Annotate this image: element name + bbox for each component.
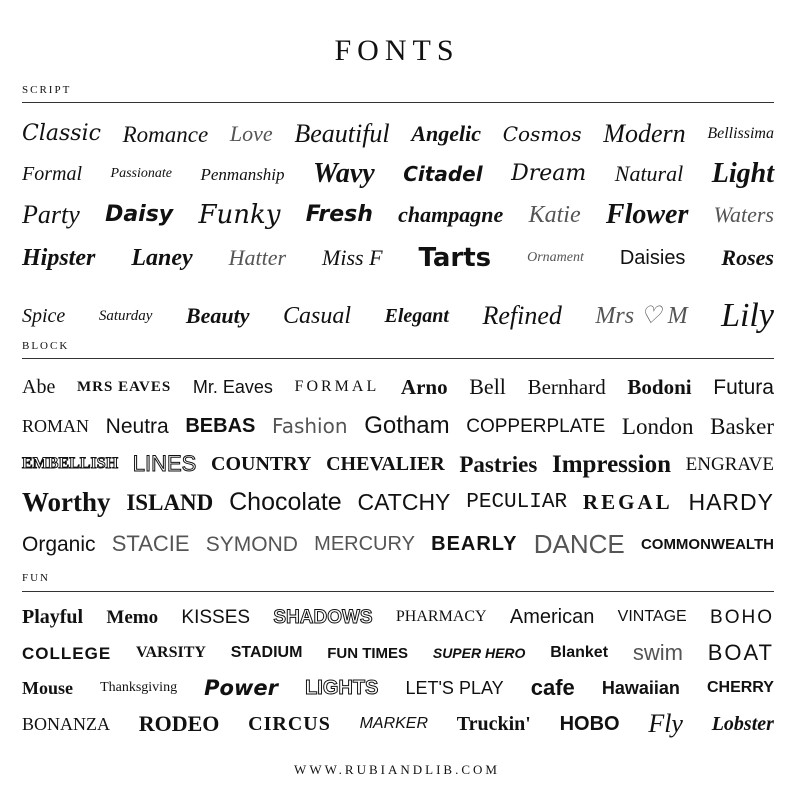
- font-sample: Hawaiian: [601, 678, 680, 698]
- section-label-block: BLOCK: [22, 340, 70, 352]
- font-sample: Pastries: [459, 451, 538, 477]
- font-sample: MRS EAVES: [77, 378, 172, 395]
- font-sample: COPPERPLATE: [466, 415, 606, 437]
- font-sample: MARKER: [359, 715, 429, 732]
- font-sample: Bodoni: [627, 374, 692, 399]
- font-sample: BOAT: [707, 640, 774, 665]
- font-sample: LINES: [132, 451, 197, 476]
- website-url: WWW.RUBIANDLIB.COM: [294, 762, 500, 777]
- font-sample: Romance: [122, 121, 209, 147]
- block-row-2: [22, 410, 774, 442]
- font-sample: Party: [22, 200, 80, 229]
- font-sample: Angelic: [411, 121, 482, 146]
- font-sample: Elegant: [384, 305, 449, 327]
- script-row-2: [22, 156, 774, 192]
- font-sample: Classic: [22, 121, 101, 146]
- font-sample: KISSES: [181, 606, 251, 628]
- font-sample: Wavy: [313, 158, 375, 189]
- font-sample: Citadel: [403, 162, 483, 186]
- font-sample: Memo: [106, 606, 159, 628]
- font-sample: Saturday: [98, 307, 153, 324]
- font-sample: Mouse: [22, 678, 73, 698]
- font-sample: Abe: [22, 376, 56, 398]
- font-sample: Penmanship: [200, 164, 285, 184]
- font-sample: Dream: [511, 161, 587, 186]
- font-sample: Modern: [603, 119, 686, 148]
- font-sample: Organic: [22, 532, 96, 556]
- font-sample: STACIE: [111, 531, 190, 556]
- font-sample: ROMAN: [22, 416, 90, 436]
- font-sample: Waters: [713, 202, 774, 227]
- font-sample: CATCHY: [357, 488, 451, 515]
- font-sample: CHEVALIER: [326, 453, 445, 475]
- font-sample: Katie: [528, 202, 581, 228]
- fun-row-4: [22, 708, 774, 740]
- font-sample: Miss F: [322, 245, 383, 270]
- font-sample: Lily: [721, 297, 774, 334]
- font-sample: COMMONWEALTH: [640, 535, 774, 553]
- font-sample: Beautiful: [294, 119, 390, 148]
- font-sample: PHARMACY: [395, 608, 487, 625]
- divider-block: [22, 358, 774, 359]
- font-sample: Lobster: [711, 713, 774, 735]
- block-row-1: [22, 372, 774, 402]
- font-sample: DANCE: [533, 529, 625, 559]
- font-sample: LET'S PLAY: [405, 678, 504, 698]
- section-label-script: SCRIPT: [22, 84, 72, 96]
- font-sample: Fly: [648, 709, 683, 738]
- script-row-4: [22, 240, 774, 276]
- font-sample: SYMOND: [205, 532, 298, 556]
- font-sample: BEBAS: [185, 415, 256, 437]
- font-sample: Hatter: [228, 245, 287, 270]
- font-sample: BOHO: [710, 606, 774, 628]
- font-sample: Refined: [482, 301, 562, 330]
- script-row-5: [22, 296, 774, 336]
- font-sample: Chocolate: [229, 487, 342, 516]
- font-sample: swim: [632, 640, 683, 665]
- font-sample: Thanksgiving: [100, 680, 178, 695]
- font-sample: Fresh: [305, 202, 373, 227]
- font-sample: PECULIAR: [466, 490, 568, 514]
- font-sample: COLLEGE: [22, 643, 112, 663]
- font-sample: CIRCUS: [248, 713, 331, 735]
- font-sample: COUNTRY: [211, 453, 312, 475]
- fun-row-3: [22, 672, 774, 704]
- font-sample: Bernhard: [527, 374, 606, 399]
- font-sample: Light: [711, 158, 774, 189]
- font-sample: Funky: [198, 200, 281, 230]
- font-sample: Ornament: [527, 250, 584, 265]
- font-sample: Casual: [282, 303, 351, 329]
- script-row-1: [22, 116, 774, 152]
- font-sample: EMBELLISH: [22, 455, 119, 472]
- font-sample: Tarts: [418, 243, 492, 273]
- font-sample: SUPER HERO: [432, 645, 526, 661]
- font-sample: Cosmos: [502, 122, 582, 146]
- font-sample: ENGRAVE: [685, 453, 774, 475]
- font-sample: VINTAGE: [617, 608, 687, 625]
- font-sample: Blanket: [550, 644, 609, 661]
- font-sample: CHERRY: [706, 679, 774, 696]
- font-sample: Arno: [400, 374, 448, 399]
- font-sample: Fashion: [272, 414, 348, 438]
- font-sample: American: [509, 606, 595, 628]
- font-sample: cafe: [530, 675, 575, 700]
- font-sample: Worthy: [22, 486, 111, 517]
- font-sample: Bell: [469, 374, 506, 399]
- font-sample: FUN TIMES: [327, 644, 409, 662]
- font-sample: Daisies: [619, 247, 686, 269]
- section-label-fun: FUN: [22, 572, 51, 584]
- font-sample: Playful: [22, 606, 84, 628]
- font-sample: Power: [204, 675, 278, 700]
- font-sample: Mrs ♡ M: [595, 303, 688, 329]
- font-sample: ISLAND: [126, 489, 214, 515]
- font-sample: RODEO: [138, 711, 220, 736]
- page-title: FONTS: [334, 34, 460, 67]
- font-sample: BEARLY: [431, 533, 518, 555]
- script-row-3: [22, 196, 774, 234]
- font-sample: Impression: [551, 450, 671, 478]
- font-sample: Futura: [713, 375, 774, 399]
- font-sample: Daisy: [105, 202, 174, 227]
- font-sample: MERCURY: [314, 533, 415, 555]
- block-row-5: [22, 528, 774, 560]
- font-sample: Truckin': [456, 713, 531, 735]
- font-sample: HOBO: [559, 713, 620, 735]
- fun-row-2: [22, 638, 774, 668]
- font-sample: Bellissima: [707, 125, 774, 142]
- font-sample: LIGHTS: [305, 677, 379, 699]
- font-sample: VARSITY: [135, 644, 206, 661]
- divider-fun: [22, 591, 774, 592]
- font-sample: Laney: [131, 245, 193, 271]
- font-sample: Gotham: [364, 412, 450, 439]
- font-sample: Flower: [605, 199, 689, 230]
- font-sample: Mr. Eaves: [192, 377, 273, 397]
- font-sample: Hipster: [22, 245, 96, 271]
- font-sample: Formal: [22, 163, 82, 185]
- font-sample: Roses: [721, 245, 774, 270]
- fun-row-1: [22, 602, 774, 632]
- font-sample: HARDY: [688, 488, 774, 515]
- font-sample: BONANZA: [22, 714, 110, 734]
- font-sample: Beauty: [185, 303, 250, 328]
- font-sample: REGAL: [582, 489, 673, 514]
- font-sample: champagne: [398, 202, 504, 227]
- font-sample: Neutra: [105, 414, 169, 438]
- font-sample: STADIUM: [230, 644, 303, 661]
- font-sample: FORMAL: [294, 378, 380, 395]
- font-sample: Love: [229, 121, 273, 146]
- block-row-4: [22, 484, 774, 520]
- font-sample: Passionate: [110, 166, 172, 181]
- divider-script: [22, 102, 774, 103]
- font-sample: London: [621, 413, 694, 439]
- font-sample: Basker: [710, 413, 774, 439]
- font-sample: SHADOWS: [273, 606, 373, 628]
- block-row-3: [22, 448, 774, 480]
- font-sample: Spice: [22, 305, 66, 327]
- font-sample: Natural: [614, 161, 684, 186]
